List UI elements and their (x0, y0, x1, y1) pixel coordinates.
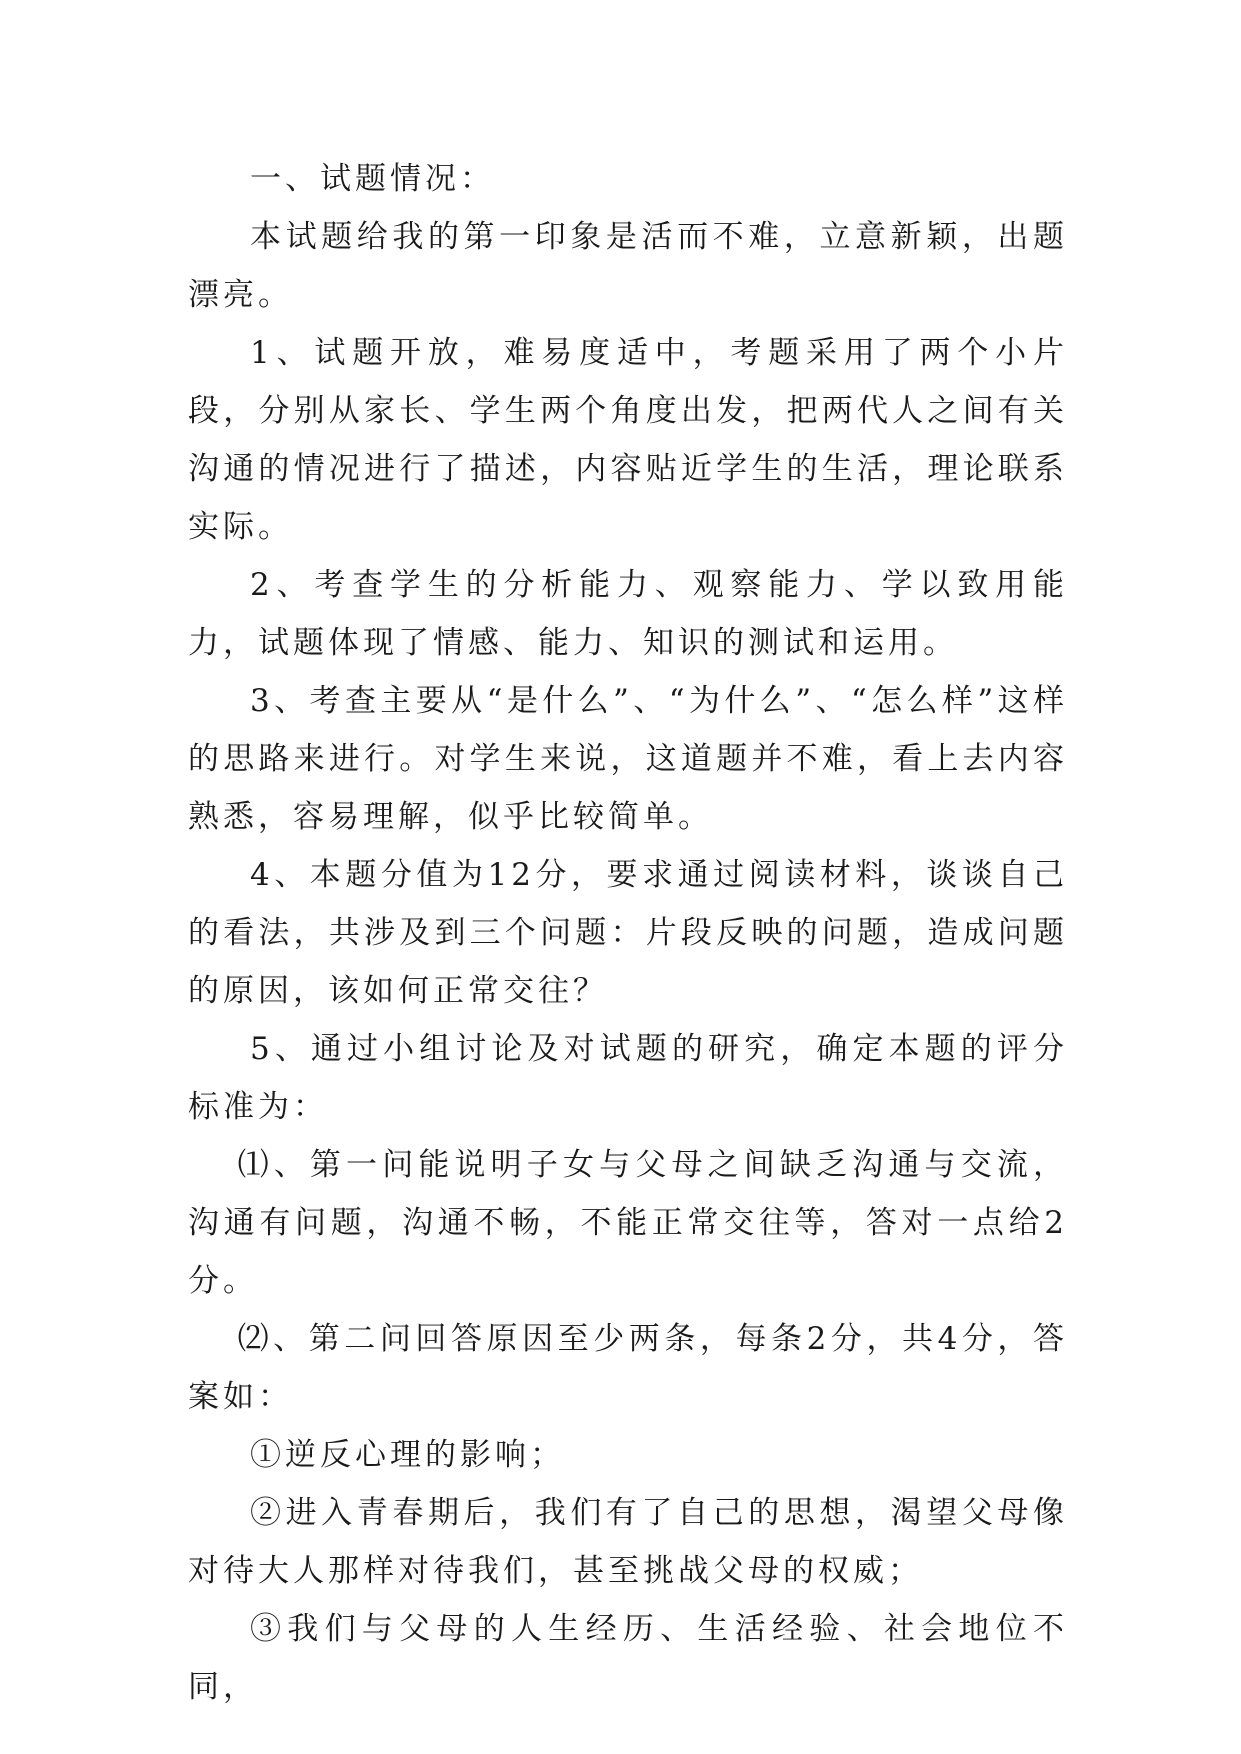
paragraph-criterion-2: ⑵、第二问回答原因至少两条，每条2分，共4分，答案如： (188, 1321, 1068, 1415)
paragraph-point-1: 1、试题开放，难易度适中，考题采用了两个小片段，分别从家长、学生两个角度出发，把两代人之间有关沟通的情况进行了描述，内容贴近学生的生活，理论联系实际。 (188, 335, 1068, 545)
paragraph-criterion-1: ⑴、第一问能说明子女与父母之间缺乏沟通与交流，沟通有问题，沟通不畅，不能正常交往等，答对一点给2分。 (188, 1147, 1068, 1299)
paragraph-point-5: 5、通过小组讨论及对试题的研究，确定本题的评分标准为： (188, 1031, 1068, 1125)
paragraph-point-3: 3、考查主要从“是什么”、“为什么”、“怎么样”这样的思路来进行。对学生来说，这道题并不难，看上去内容熟悉，容易理解，似乎比较简单。 (188, 683, 1068, 835)
document-body (188, 150, 1068, 1716)
paragraph-point-2: 2、考查学生的分析能力、观察能力、学以致用能力，试题体现了情感、能力、知识的测试和运用。 (188, 567, 1068, 661)
paragraph-point-4: 4、本题分值为12分，要求通过阅读材料，谈谈自己的看法，共涉及到三个问题：片段反映的问题，造成问题的原因，该如何正常交往？ (188, 857, 1068, 1009)
paragraph-first-impression: 本试题给我的第一印象是活而不难，立意新颖，出题漂亮。 (188, 219, 1068, 313)
paragraph-reason-2: ②进入青春期后，我们有了自己的思想，渴望父母像对待大人那样对待我们，甚至挑战父母的权威； (188, 1495, 1068, 1589)
paragraph-reason-3: ③我们与父母的人生经历、生活经验、社会地位不同， (188, 1611, 1068, 1705)
paragraph-reason-1: ①逆反心理的影响； (250, 1437, 565, 1473)
section-heading: 一、试题情况： (250, 161, 495, 197)
